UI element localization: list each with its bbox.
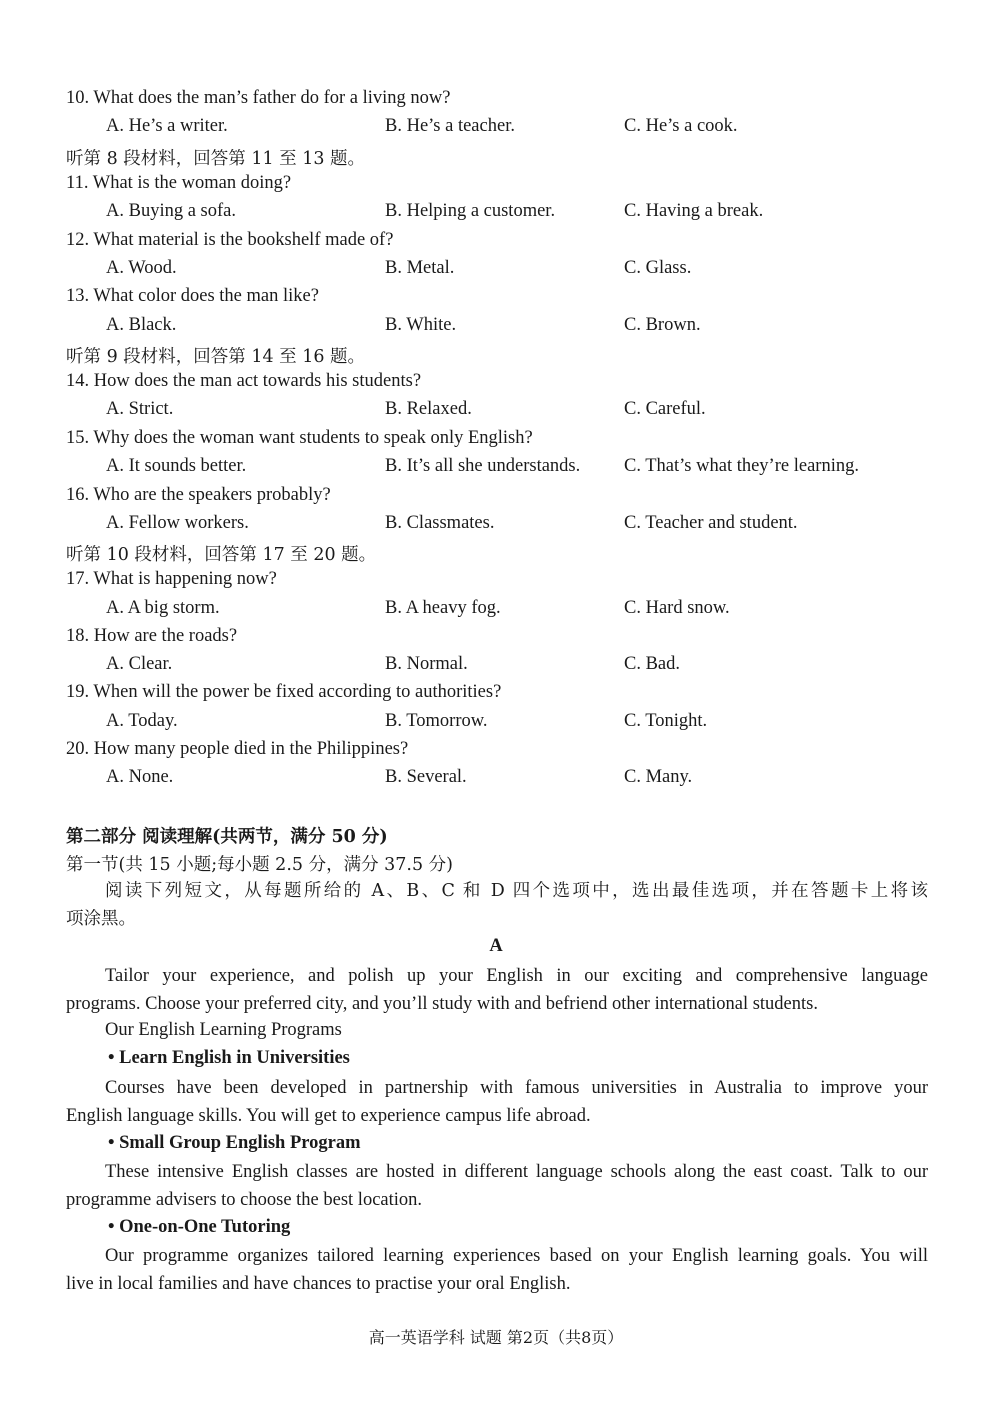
program-desc-universities [66, 1074, 928, 1130]
instruction-line-2: 项涂黑。 [66, 909, 136, 930]
program-title-universities: • Learn English in Universities [108, 1048, 350, 1068]
program-desc-small-group [66, 1158, 928, 1214]
page-footer: 高一英语学科 试题 第2页（共8页） [368, 1328, 624, 1347]
option-c: C. He’s a cook. [624, 116, 738, 136]
part-title: 第二部分 阅读理解(共两节，满分 50 分) [66, 827, 388, 847]
section-title: 第一节(共 15 小题;每小题 2.5 分，满分 37.5 分) [66, 855, 453, 875]
question-20: 20. How many people died in the Philippines? [66, 739, 409, 759]
question-15-options [0, 456, 992, 482]
option-a: A. Clear. [106, 654, 173, 674]
question-13-options [0, 315, 992, 341]
option-a: A. He’s a writer. [106, 116, 228, 136]
intro-line-2: programs. Choose your preferred city, and you’ll study with and befriend other international students. [66, 994, 818, 1015]
question-13: 13. What color does the man like? [66, 286, 319, 306]
question-15: 15. Why does the woman want students to speak only English? [66, 428, 533, 448]
option-a: A. Buying a sofa. [106, 201, 236, 221]
option-a: A. It sounds better. [106, 456, 247, 476]
question-19-options [0, 711, 992, 737]
reading-instruction [66, 877, 928, 933]
option-b: B. Helping a customer. [385, 201, 556, 221]
option-a: A. None. [106, 767, 174, 787]
option-a: A. Strict. [106, 399, 174, 419]
section-instruction-10: 听第 10 段材料，回答第 17 至 20 题。 [66, 545, 377, 565]
programs-heading: Our English Learning Programs [105, 1020, 342, 1040]
option-c: C. Hard snow. [624, 598, 730, 618]
option-b: B. Relaxed. [385, 399, 472, 419]
question-10: 10. What does the man’s father do for a living now? [66, 88, 451, 108]
question-18-options [0, 654, 992, 680]
question-17: 17. What is happening now? [66, 569, 277, 589]
option-a: A. Wood. [106, 258, 177, 278]
option-c: C. Brown. [624, 315, 701, 335]
passage-intro [66, 962, 928, 1018]
option-a: A. Today. [106, 711, 178, 731]
question-18: 18. How are the roads? [66, 626, 238, 646]
option-b: B. Tomorrow. [385, 711, 488, 731]
question-10-options [0, 116, 992, 142]
question-19: 19. When will the power be fixed according to authorities? [66, 682, 502, 702]
option-b: B. White. [385, 315, 457, 335]
question-11: 11. What is the woman doing? [66, 173, 292, 193]
program-desc-line: Courses have been developed in partnership with famous universities in Australia to improve your [105, 1078, 928, 1098]
program-desc-line: live in local families and have chances to practise your oral English. [66, 1274, 571, 1295]
option-c: C. Having a break. [624, 201, 764, 221]
option-c: C. Tonight. [624, 711, 708, 731]
option-c: C. Bad. [624, 654, 681, 674]
option-b: B. A heavy fog. [385, 598, 501, 618]
question-12-options [0, 258, 992, 284]
option-b: B. It’s all she understands. [385, 456, 581, 476]
option-c: C. Careful. [624, 399, 706, 419]
question-17-options [0, 598, 992, 624]
section-instruction-9: 听第 9 段材料，回答第 14 至 16 题。 [66, 347, 366, 367]
program-desc-line: English language skills. You will get to experience campus life abroad. [66, 1106, 591, 1127]
option-b: B. He’s a teacher. [385, 116, 515, 136]
question-20-options [0, 767, 992, 793]
program-title-small-group: • Small Group English Program [108, 1133, 361, 1153]
option-b: B. Metal. [385, 258, 455, 278]
option-b: B. Classmates. [385, 513, 495, 533]
option-c: C. Teacher and student. [624, 513, 798, 533]
program-desc-line: programme advisers to choose the best location. [66, 1190, 423, 1211]
question-14-options [0, 399, 992, 425]
option-c: C. Glass. [624, 258, 692, 278]
option-b: B. Several. [385, 767, 467, 787]
option-a: A. Fellow workers. [106, 513, 249, 533]
question-12: 12. What material is the bookshelf made of? [66, 230, 394, 250]
question-16-options [0, 513, 992, 539]
intro-line-1: Tailor your experience, and polish up your English in our exciting and comprehensive language [105, 966, 928, 986]
instruction-line-1: 阅读下列短文，从每题所给的 A、B、C 和 D 四个选项中，选出最佳选项，并在答题卡上将该 [105, 881, 928, 901]
passage-label: A [489, 936, 503, 956]
program-title-tutoring: • One-on-One Tutoring [108, 1217, 291, 1237]
question-16: 16. Who are the speakers probably? [66, 485, 331, 505]
program-desc-line: Our programme organizes tailored learning experiences based on your English learning goals. You will [105, 1246, 928, 1266]
question-11-options [0, 201, 992, 227]
option-a: A. Black. [106, 315, 177, 335]
section-instruction-8: 听第 8 段材料，回答第 11 至 13 题。 [66, 149, 366, 169]
option-c: C. That’s what they’re learning. [624, 456, 859, 476]
option-b: B. Normal. [385, 654, 468, 674]
option-c: C. Many. [624, 767, 693, 787]
program-desc-tutoring [66, 1242, 928, 1298]
question-14: 14. How does the man act towards his students? [66, 371, 422, 391]
option-a: A. A big storm. [106, 598, 220, 618]
program-desc-line: These intensive English classes are hosted in different language schools along the east coast. Talk to our [105, 1162, 928, 1182]
